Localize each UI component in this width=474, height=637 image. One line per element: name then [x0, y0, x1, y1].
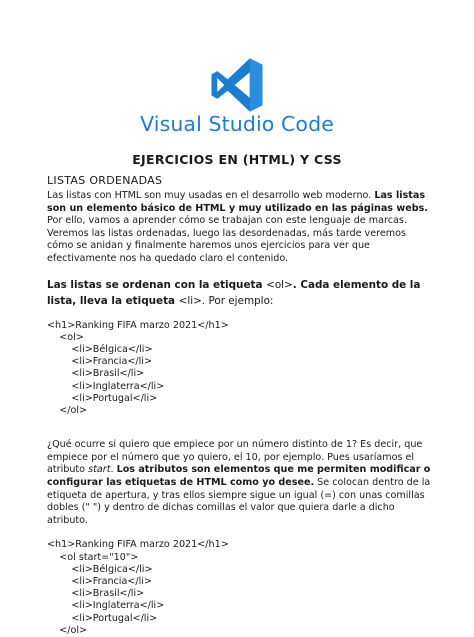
- code-example-1: [47, 320, 431, 418]
- logo-wordmark: Visual Studio Code: [140, 112, 334, 136]
- code-line: </ol>: [47, 624, 88, 636]
- start-text-b: .: [110, 464, 117, 476]
- section-heading: LISTAS ORDENADAS: [47, 174, 163, 187]
- code-line: <li>Brasil</li>: [47, 368, 145, 380]
- code-line: <li>Portugal</li>: [47, 392, 158, 404]
- code-example-2: [47, 539, 431, 637]
- code-line: <ol start="10">: [47, 551, 139, 563]
- code-line: <li>Inglaterra</li>: [47, 380, 165, 392]
- code-line: </ol>: [47, 404, 88, 416]
- code-line: <h1>Ranking FIFA marzo 2021</h1>: [47, 539, 229, 551]
- code-line: <li>Francia</li>: [47, 575, 152, 587]
- start-text-bold: Los atributos son elementos que me permiten modificar o configurar las etiquetas de HTML como yo desee.: [47, 464, 431, 488]
- start-text-a: ¿Qué ocurre si quiero que empiece por un número distinto de 1? Es decir, que empiece por el número que yo quiero, el 10, por ejemplo. Pues usaríamos el atributo: [47, 439, 423, 476]
- ol-tag: <ol>: [266, 278, 293, 291]
- page-title: EJERCICIOS EN (HTML) Y CSS: [132, 152, 342, 167]
- code-line: <h1>Ranking FIFA marzo 2021</h1>: [47, 319, 229, 331]
- code-line: <li>Bélgica</li>: [47, 563, 153, 575]
- intro-text-bold: Las listas son un elemento básico de HTML y muy utilizado en las páginas webs.: [47, 190, 428, 214]
- start-attr: start: [88, 464, 111, 476]
- code-line: <li>Bélgica</li>: [47, 343, 153, 355]
- ol-text-c: . Por ejemplo:: [201, 294, 274, 307]
- start-paragraph: [47, 439, 431, 527]
- ol-text-a: Las listas se ordenan con la etiqueta: [47, 278, 267, 291]
- ol-text-b: . Cada elemento de la lista, lleva la etiqueta: [47, 278, 421, 307]
- document-body: [47, 190, 431, 637]
- li-tag: <li>: [178, 294, 202, 307]
- start-text-d: Se colocan dentro de la etiqueta de apertura, y tras ellos siempre sigue un igual (=) con unas comillas dobles (" ") y dentro de dichas comillas el valor que quiera darle a dicho atributo.: [47, 476, 431, 526]
- vscode-logo-icon: [208, 56, 266, 114]
- intro-text-a: Las listas con HTML son muy usadas en el desarrollo web moderno.: [47, 190, 375, 201]
- intro-text-c: Por ello, vamos a aprender cómo se trabajan con este lenguaje de marcas. Veremos las listas ordenadas, luego las desordenadas, más tarde veremos cómo se anidan y finalmente haremos unos ejercicios para ver que efectivamente nos ha quedado claro el contenido.: [47, 215, 407, 264]
- code-line: <ol>: [47, 331, 84, 343]
- code-line: <li>Portugal</li>: [47, 612, 158, 624]
- code-line: <li>Inglaterra</li>: [47, 600, 165, 612]
- code-line: <li>Francia</li>: [47, 356, 152, 368]
- header-logo: [0, 50, 474, 140]
- intro-paragraph: [47, 190, 431, 266]
- code-line: <li>Brasil</li>: [47, 588, 145, 600]
- ol-paragraph: [47, 277, 431, 309]
